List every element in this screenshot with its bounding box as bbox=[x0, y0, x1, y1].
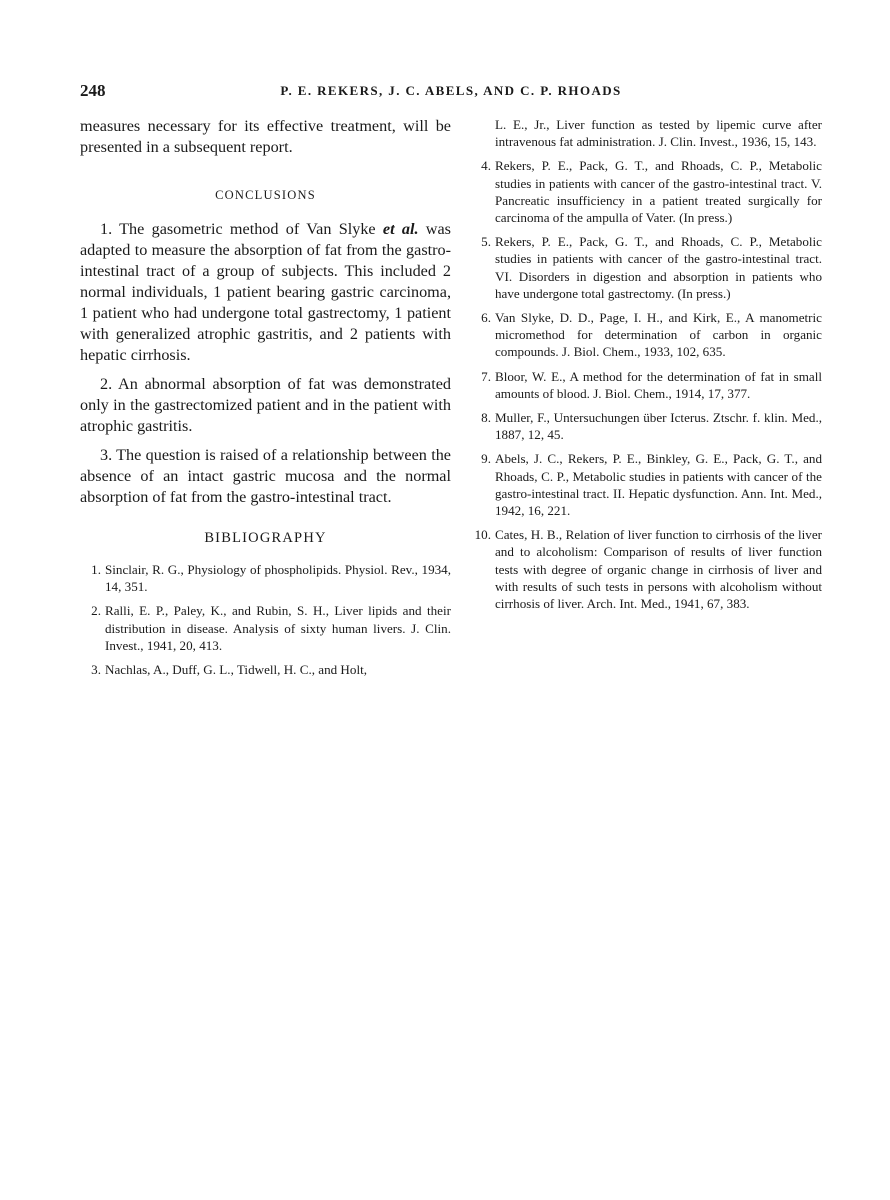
conclusion-2: 2. An abnormal absorption of fat was demonstrated only in the gastrectomized patient and in the patient with atrophic gastritis. bbox=[80, 375, 451, 435]
reference-text: Nachlas, A., Duff, G. L., Tidwell, H. C., and Holt, bbox=[105, 662, 367, 678]
reference-text: Van Slyke, D. D., Page, I. H., and Kirk, E., A manometric micromethod for determination of carbon in organic compounds. J. Biol. Chem., 1933, 102, 635. bbox=[495, 310, 822, 360]
reference-number: 10. bbox=[474, 527, 491, 543]
reference-number: 2. bbox=[91, 603, 101, 619]
conclusion-1-italic: et al. bbox=[382, 220, 419, 238]
conclusion-3: 3. The question is raised of a relationship between the absence of an intact gastric mucosa and the normal absorption of fat from the gastro-intestinal tract. bbox=[80, 446, 451, 506]
reference-text: Abels, J. C., Rekers, P. E., Binkley, G. E., Pack, G. T., and Rhoads, C. P., Metabolic studies in patients with cancer of the gastro-intestinal tract. II. Hepatic dysfunction. Ann. Int. Med., 1942, 16, 221. bbox=[495, 451, 822, 519]
reference-number: 7. bbox=[481, 368, 491, 384]
reference-item bbox=[470, 450, 822, 519]
reference-item bbox=[80, 661, 451, 678]
bibliography-heading: BIBLIOGRAPHY bbox=[204, 530, 327, 546]
reference-item bbox=[80, 561, 451, 595]
running-head-authors: P. E. REKERS, J. C. ABELS, AND C. P. RHOADS bbox=[280, 83, 622, 98]
reference-list-right bbox=[470, 157, 822, 612]
reference-text: Ralli, E. P., Paley, K., and Rubin, S. H., Liver lipids and their distribution in disease. Analysis of sixty human livers. J. Clin. Invest., 1941, 20, 413. bbox=[105, 603, 451, 653]
conclusion-1 bbox=[80, 219, 451, 366]
reference-number: 4. bbox=[481, 158, 491, 174]
reference-text: Rekers, P. E., Pack, G. T., and Rhoads, C. P., Metabolic studies in patients with cancer of the gastro-intestinal tract. VI. Disorders in digestion and absorption in patients who have undergone total gastrectomy. (In press.) bbox=[495, 234, 822, 301]
reference-item bbox=[470, 526, 822, 612]
reference-number: 6. bbox=[481, 310, 491, 326]
reference-number: 3. bbox=[91, 662, 101, 678]
right-column bbox=[470, 116, 822, 619]
intro-paragraph: measures necessary for its effective treatment, will be presented in a subsequent report. bbox=[80, 117, 451, 156]
reference-item bbox=[470, 309, 822, 361]
conclusion-1-pre: 1. The gasometric method of Van Slyke bbox=[100, 220, 383, 238]
reference-number: 9. bbox=[481, 451, 491, 467]
reference-item bbox=[470, 157, 822, 226]
reference-list-left bbox=[80, 561, 451, 678]
reference-3-continuation: L. E., Jr., Liver function as tested by lipemic curve after intravenous fat administration. J. Clin. Invest., 1936, 15, 143. bbox=[495, 117, 822, 150]
reference-item bbox=[470, 233, 822, 302]
reference-item bbox=[80, 602, 451, 654]
left-column bbox=[80, 116, 451, 685]
reference-text: Muller, F., Untersuchungen über Icterus. Ztschr. f. klin. Med., 1887, 12, 45. bbox=[495, 410, 822, 443]
reference-number: 5. bbox=[481, 234, 491, 250]
reference-item bbox=[470, 409, 822, 443]
reference-item bbox=[470, 368, 822, 402]
conclusion-1-post: was adapted to measure the absorption of fat from the gastro-intestinal tract of a group of subjects. This included 2 normal individuals, 1 patient bearing gastric carcinoma, 1 patient who had undergone total gastrectomy, 1 patient with generalized atrophic gastritis, and 2 patients with hepatic cirrhosis. bbox=[80, 220, 451, 364]
reference-text: Bloor, W. E., A method for the determination of fat in small amounts of blood. J. Biol. Chem., 1914, 17, 377. bbox=[495, 368, 822, 401]
conclusions-heading: CONCLUSIONS bbox=[215, 188, 316, 202]
reference-number: 1. bbox=[91, 562, 101, 577]
page-number: 248 bbox=[80, 81, 106, 100]
reference-text: Sinclair, R. G., Physiology of phospholipids. Physiol. Rev., 1934, 14, 351. bbox=[105, 562, 451, 595]
reference-text: Cates, H. B., Relation of liver function to cirrhosis of the liver and to alcoholism: Comparison of results of liver function tests with degree of organic change in cirrhosis of liver and with results of such tests in persons with alcoholism without cirrhosis of liver. Arch. Int. Med., 1941, 67, 383. bbox=[495, 527, 822, 612]
reference-text: Rekers, P. E., Pack, G. T., and Rhoads, C. P., Metabolic studies in patients with cancer of the gastro-intestinal tract. V. Pancreatic insufficiency in a patient treated surgically for carcinoma of the ampulla of Vater. (In press.) bbox=[495, 158, 822, 226]
reference-number: 8. bbox=[481, 410, 491, 426]
running-header bbox=[80, 81, 822, 103]
